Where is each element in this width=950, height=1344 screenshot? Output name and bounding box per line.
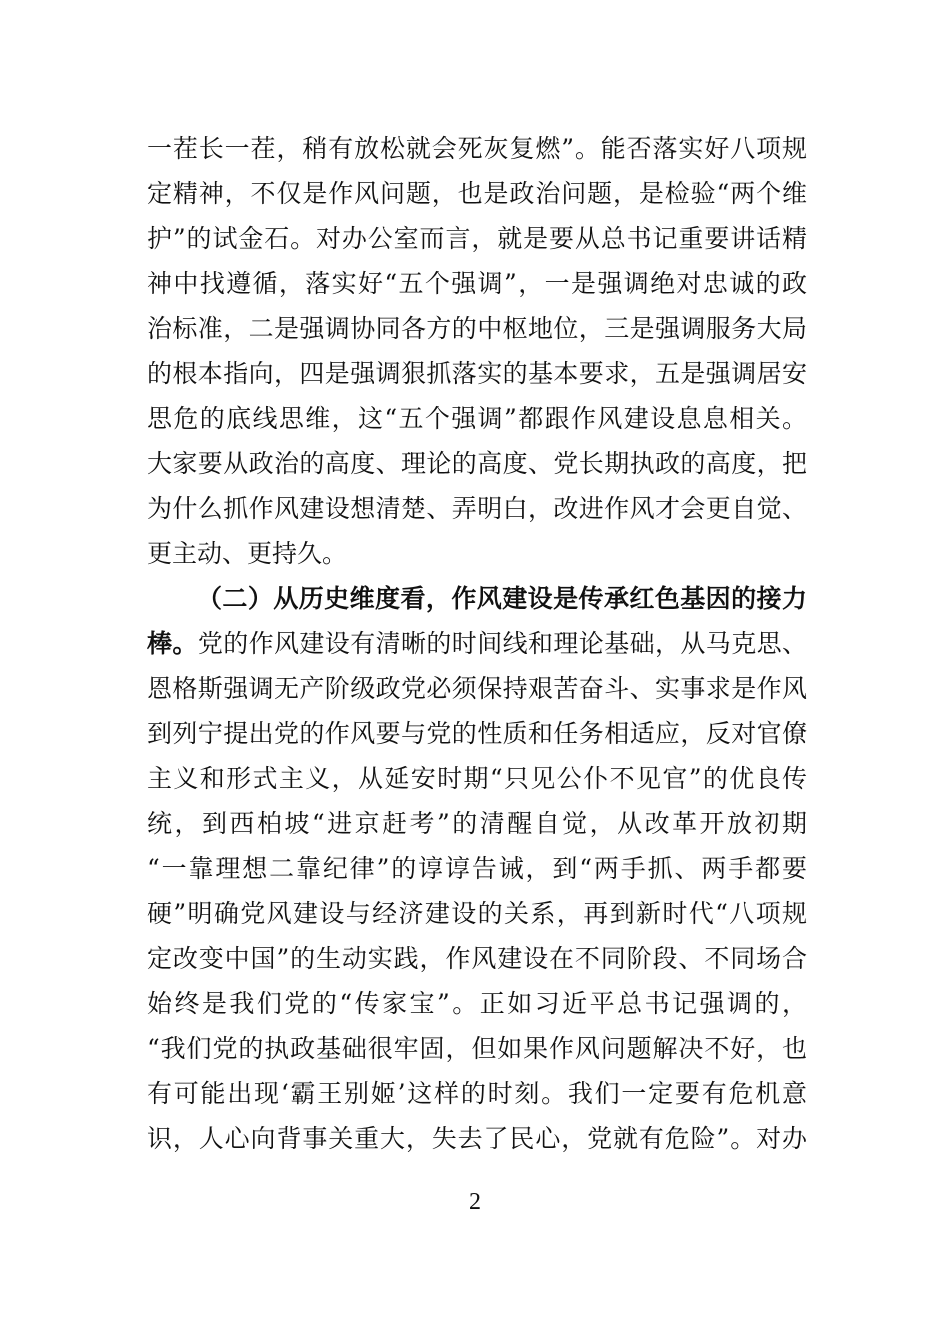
text-line: 定精神，不仅是作风问题，也是政治问题，是检验“两个维 <box>147 179 807 208</box>
page-number: 2 <box>469 1189 481 1215</box>
body-text <box>147 126 807 1161</box>
text-line: 为什么抓作风建设想清楚、弄明白，改进作风才会更自觉、 <box>147 494 807 523</box>
text-line: 神中找遵循，落实好“五个强调”，一是强调绝对忠诚的政 <box>147 269 807 298</box>
text-line: “一靠理想二靠纪律”的谆谆告诫，到“两手抓、两手都要 <box>147 854 807 883</box>
text-line: 更主动、更持久。 <box>147 539 348 568</box>
section-heading-end: 棒。 <box>147 629 198 658</box>
text-line: 统，到西柏坡“进京赶考”的清醒自觉，从改革开放初期 <box>147 809 807 838</box>
text-line: 到列宁提出党的作风要与党的性质和任务相适应，反对官僚 <box>147 719 807 748</box>
text-line-rest: 党的作风建设有清晰的时间线和理论基础，从马克思、 <box>197 629 807 658</box>
text-line: 有可能出现‘霸王别姬’这样的时刻。我们一定要有危机意 <box>147 1079 807 1108</box>
text-line: 护”的试金石。对办公室而言，就是要从总书记重要讲话精 <box>147 224 807 253</box>
paragraph-2 <box>147 576 807 1161</box>
text-line: “我们党的执政基础很牢固，但如果作风问题解决不好，也 <box>147 1034 807 1063</box>
text-line: 主义和形式主义，从延安时期“只见公仆不见官”的优良传 <box>147 764 807 793</box>
section-heading: （二）从历史维度看，作风建设是传承红色基因的接力 <box>197 584 807 613</box>
text-line <box>147 621 807 666</box>
text-line: 大家要从政治的高度、理论的高度、党长期执政的高度，把 <box>147 449 807 478</box>
text-line: 硬”明确党风建设与经济建设的关系，再到新时代“八项规 <box>147 899 807 928</box>
text-line: 治标准，二是强调协同各方的中枢地位，三是强调服务大局 <box>147 314 807 343</box>
text-line: 定改变中国”的生动实践，作风建设在不同阶段、不同场合 <box>147 944 807 973</box>
text-line: 一茬长一茬，稍有放松就会死灰复燃”。能否落实好八项规 <box>147 134 807 163</box>
text-line: 始终是我们党的“传家宝”。正如习近平总书记强调的， <box>147 989 807 1018</box>
text-line: 思危的底线思维，这“五个强调”都跟作风建设息息相关。 <box>147 404 807 433</box>
text-line: 识，人心向背事关重大，失去了民心，党就有危险”。对办 <box>147 1124 807 1153</box>
text-line: 恩格斯强调无产阶级政党必须保持艰苦奋斗、实事求是作风 <box>147 674 807 703</box>
text-line: 的根本指向，四是强调狠抓落实的基本要求，五是强调居安 <box>147 359 807 388</box>
paragraph-1 <box>147 126 807 576</box>
